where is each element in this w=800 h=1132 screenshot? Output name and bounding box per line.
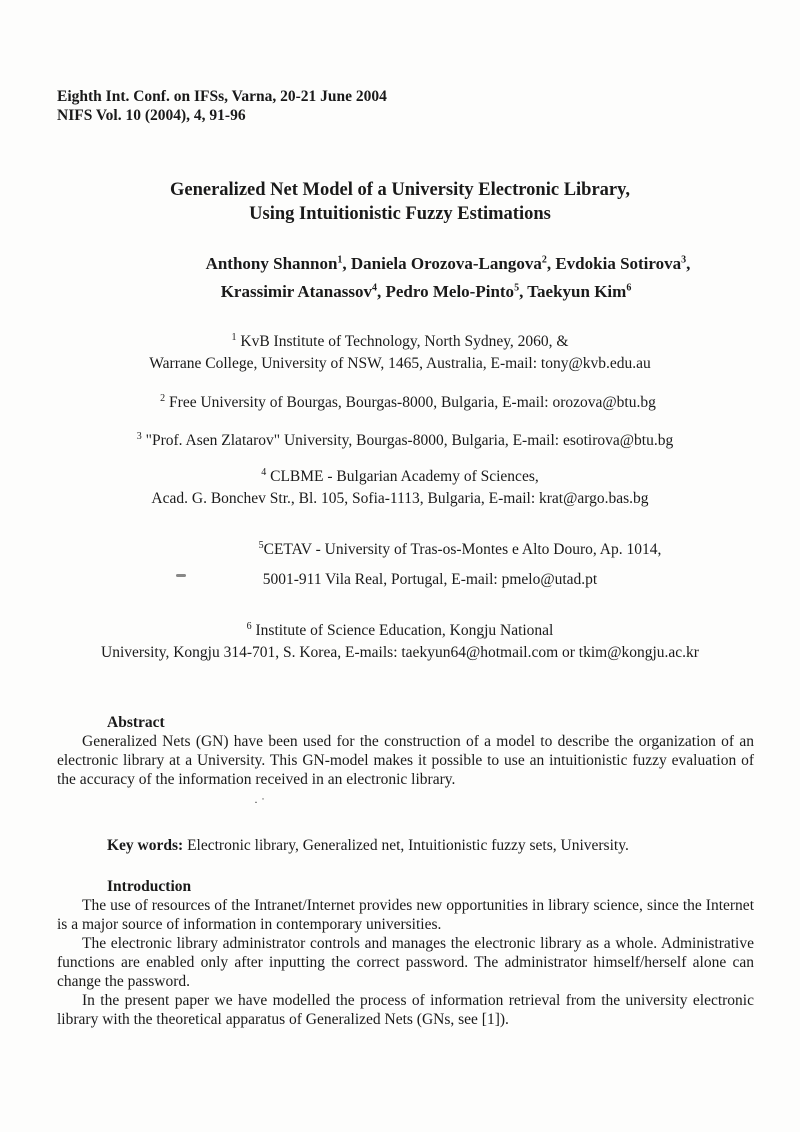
affiliation-1 [0, 331, 800, 375]
journal-volume-line: NIFS Vol. 10 (2004), 4, 91-96 [57, 107, 246, 124]
author-affil-mark: 1 [337, 254, 343, 266]
author-separator: , [519, 282, 528, 301]
conference-line: Eighth Int. Conf. on IFSs, Varna, 20-21 June 2004 [57, 88, 387, 105]
affiliation-3 [5, 430, 800, 452]
author-affil-mark: 4 [371, 282, 377, 294]
author-name: Daniela Orozova-Langova [350, 254, 542, 273]
author-separator: , [376, 282, 386, 301]
author-affil-mark: 5 [514, 282, 520, 294]
affil-line: Acad. G. Bonchev Str., Bl. 105, Sofia-1113, Bulgaria, E-mail: krat@argo.bas.bg [151, 490, 649, 507]
affil-line: 5001-911 Vila Real, Portugal, E-mail: pmelo@utad.pt [262, 571, 598, 588]
affil-line: KvB Institute of Technology, North Sydney, 2060, & [236, 333, 569, 350]
author-affil-mark: 2 [541, 254, 547, 266]
keywords-line [107, 836, 629, 855]
author-separator: , [546, 254, 556, 273]
author-separator: , [686, 254, 691, 273]
affiliation-2 [8, 392, 800, 414]
author-list [0, 250, 800, 306]
affil-line: Institute of Science Education, Kongju National [251, 622, 554, 639]
abstract-paragraph [57, 732, 754, 789]
keywords-text: Electronic library, Generalized net, Intuitionistic fuzzy sets, University. [183, 837, 629, 854]
affiliation-5 [60, 539, 800, 591]
affil-line: University, Kongju 314-701, S. Korea, E-mails: taekyun64@hotmail.com or tkim@kongju.ac.kr [101, 644, 699, 661]
introduction-heading: Introduction [107, 878, 192, 895]
abstract-heading: Abstract [107, 714, 165, 731]
affil-mark: 2 [160, 392, 166, 404]
author-name: Evdokia Sotirova [555, 254, 682, 273]
author-affil-mark: 3 [681, 254, 687, 266]
intro-text: In the present paper we have modelled the process of information retrieval from the university electronic library with the theoretical apparatus of Generalized Nets (GNs, see [1]). [57, 992, 754, 1028]
affil-mark: 4 [261, 466, 267, 478]
affiliation-6 [0, 620, 800, 664]
intro-paragraph [57, 991, 754, 1029]
title-line-2: Using Intuitionistic Fuzzy Estimations [249, 204, 551, 224]
affil-line: CLBME - Bulgarian Academy of Sciences, [266, 468, 539, 485]
affil-line: CETAV - University of Tras-os-Montes e Alto Douro, Ap. 1014, [263, 541, 662, 558]
paper-title [0, 178, 800, 226]
author-line-2 [52, 278, 800, 306]
intro-text: The electronic library administrator controls and manages the electronic library as a whole. Administrative functions are enabled only after inputting the correct password. The administrator himself/herself alone can change the password. [57, 935, 754, 990]
affil-mark: 6 [246, 620, 252, 632]
intro-paragraph [57, 896, 754, 934]
author-name: Pedro Melo-Pinto [385, 282, 515, 301]
title-line-1: Generalized Net Model of a University Electronic Library, [169, 180, 630, 200]
author-name: Taekyun Kim [527, 282, 627, 301]
affil-mark: 3 [136, 430, 142, 442]
keywords-label: Key words: [107, 837, 184, 854]
abstract-text: Generalized Nets (GN) have been used for the construction of a model to describe the organization of an electronic library at a University. This GN-model makes it possible to use an intuitionistic fuzzy evaluation of the accuracy of the information received in an electronic library. [57, 733, 754, 788]
affiliation-4 [0, 466, 800, 510]
intro-text: The use of resources of the Intranet/Internet provides new opportunities in library science, since the Internet is a major source of information in contemporary universities. [57, 897, 754, 933]
conference-header [57, 87, 387, 125]
affil-mark: 5 [258, 539, 264, 551]
affil-line: Warrane College, University of NSW, 1465, Australia, E-mail: tony@kvb.edu.au [149, 355, 651, 372]
author-name: Anthony Shannon [205, 254, 338, 273]
affil-mark: 1 [231, 331, 237, 343]
intro-paragraph [57, 934, 754, 991]
introduction-section [57, 877, 754, 1029]
abstract-section [57, 713, 754, 789]
scan-artifact-dots: · ˙ [254, 795, 265, 809]
affil-line: "Prof. Asen Zlatarov" University, Bourgas-8000, Bulgaria, E-mail: esotirova@btu.bg [141, 432, 674, 449]
author-separator: , [342, 254, 351, 273]
author-line-1 [52, 250, 800, 278]
author-name: Krassimir Atanassov [220, 282, 372, 301]
scan-artifact-mark [176, 574, 186, 577]
affil-line: Free University of Bourgas, Bourgas-8000, Bulgaria, E-mail: orozova@btu.bg [165, 394, 656, 411]
author-affil-mark: 6 [626, 282, 632, 294]
